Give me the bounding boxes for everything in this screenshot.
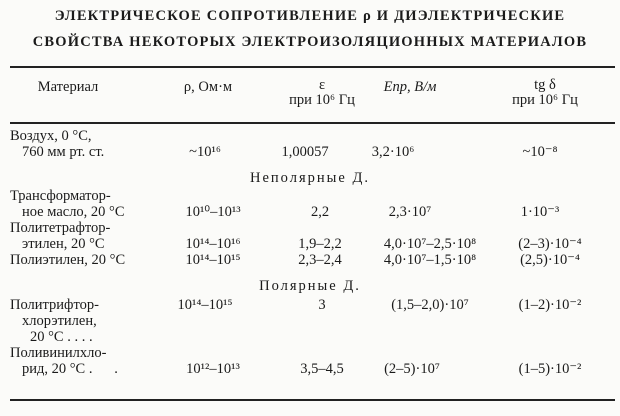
row-air-tg: ~10⁻⁸: [522, 144, 558, 160]
row-pvc-eps: 3,5–4,5: [300, 361, 344, 377]
row-pe-tg: (2,5)·10⁻⁴: [520, 252, 580, 268]
table-title-line-2: СВОЙСТВА НЕКОТОРЫХ ЭЛЕКТРОИЗОЛЯЦИОННЫХ МАТЕРИАЛОВ: [32, 34, 588, 50]
row-pe-e: 4,0·10⁷–1,5·10⁸: [383, 252, 477, 268]
row-pctfe-material: Политрифтор- хлорэтилен, 20 °C . . . .: [10, 297, 99, 345]
row-air-rho: ~10¹⁶: [189, 144, 221, 160]
top-rule: [10, 66, 615, 68]
row-pctfe-eps: 3: [318, 297, 326, 313]
row-ptfe-e: 4,0·10⁷–2,5·10⁸: [383, 236, 477, 252]
header-material: Материал: [37, 79, 99, 95]
section-nonpolar: Неполярные Д.: [250, 170, 370, 186]
header-eps-sub: при 10⁶ Гц: [289, 92, 355, 108]
bottom-rule: [10, 399, 615, 401]
row-pe-eps: 2,3–2,4: [298, 252, 342, 268]
header-rule: [10, 122, 615, 124]
row-pe-rho: 10¹⁴–10¹⁵: [185, 252, 241, 268]
row-oil-material: Трансформатор- ное масло, 20 °C: [10, 188, 125, 220]
row-oil-eps: 2,2: [310, 204, 330, 220]
row-pvc-e: (2–5)·10⁷: [384, 361, 440, 377]
row-ptfe-material: Политетрафтор- этилен, 20 °C: [10, 220, 111, 252]
header-tg: [512, 78, 578, 108]
header-rho: ρ, Ом·м: [183, 79, 233, 95]
row-ptfe-tg: (2–3)·10⁻⁴: [518, 236, 582, 252]
row-pe-material: Полиэтилен, 20 °C: [10, 252, 126, 268]
row-ptfe-eps: 1,9–2,2: [298, 236, 342, 252]
row-air-material: Воздух, 0 °C, 760 мм рт. ст.: [10, 128, 105, 160]
row-oil-tg: 1·10⁻³: [520, 204, 560, 220]
row-air-eps: 1,00057: [281, 144, 329, 160]
header-tg-sub: при 10⁶ Гц: [512, 92, 578, 108]
row-pctfe-tg: (1–2)·10⁻²: [518, 297, 582, 313]
row-oil-rho: 10¹⁰–10¹³: [185, 204, 241, 220]
row-pvc-rho: 10¹²–10¹³: [186, 361, 240, 377]
row-ptfe-rho: 10¹⁴–10¹⁶: [185, 236, 241, 252]
header-eps: [289, 78, 355, 108]
header-e: Eпр, В/м: [383, 79, 437, 95]
row-pvc-tg: (1–5)·10⁻²: [518, 361, 582, 377]
row-oil-e: 2,3·10⁷: [388, 204, 432, 220]
row-pctfe-rho: 10¹⁴–10¹⁵: [177, 297, 233, 313]
header-tg-symbol: tg δ: [534, 77, 556, 93]
row-air-e: 3,2·10⁶: [371, 144, 415, 160]
header-eps-symbol: ε: [318, 77, 326, 93]
table-title-line-1: ЭЛЕКТРИЧЕСКОЕ СОПРОТИВЛЕНИЕ ρ И ДИЭЛЕКТРИЧЕСКИЕ: [54, 8, 566, 24]
row-pctfe-e: (1,5–2,0)·10⁷: [391, 297, 469, 313]
row-pvc-material: Поливинилхло- рид, 20 °C . .: [10, 345, 118, 377]
section-polar: Полярные Д.: [259, 278, 361, 294]
